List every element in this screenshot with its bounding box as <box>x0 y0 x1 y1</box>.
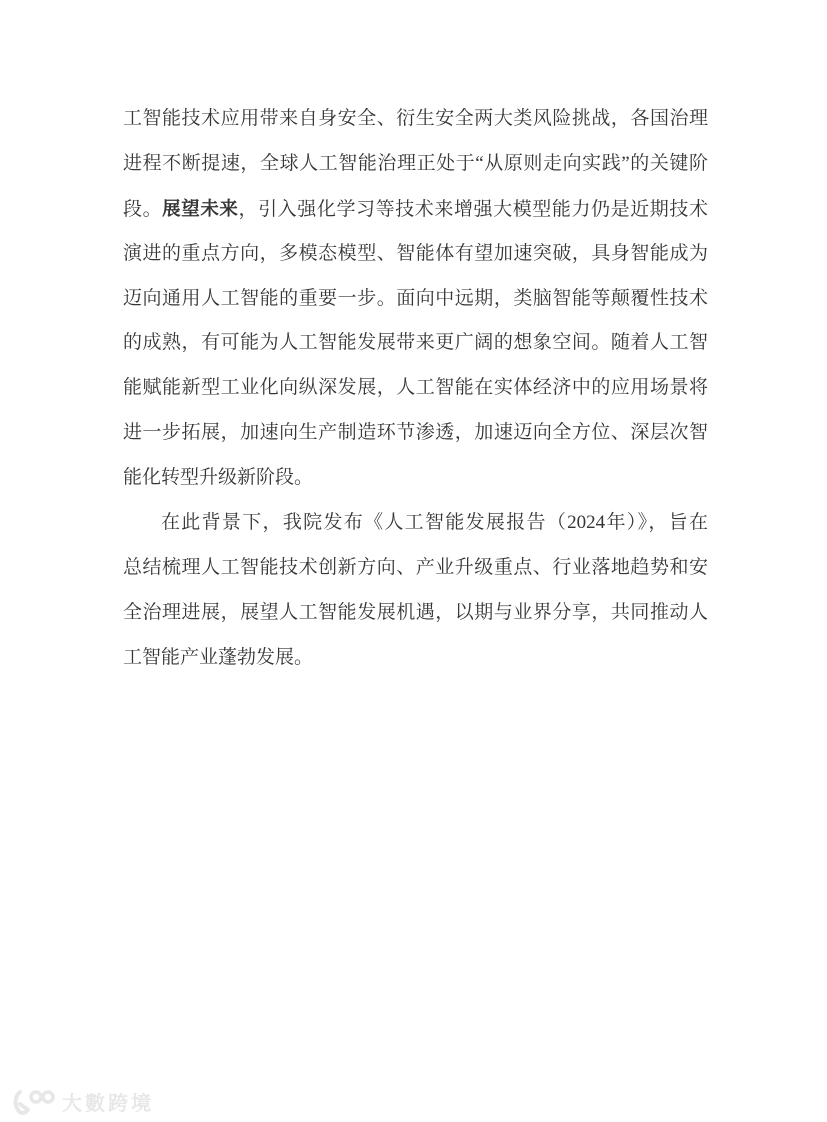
emphasis-text: 展望未来 <box>162 197 239 219</box>
text-line <box>123 501 708 546</box>
document-body <box>123 97 708 681</box>
body-text: 进程不断提速，全球人工智能治理正处于“从原则走向实践”的关键阶 <box>123 152 708 174</box>
text-line <box>123 232 708 277</box>
text-line <box>123 366 708 411</box>
body-text: 在此背景下，我院发布《人工智能发展报告（2024年）》，旨在 <box>161 512 708 534</box>
body-text: 演进的重点方向，多模态模型、智能体有望加速突破，具身智能成为 <box>123 242 708 264</box>
body-text: 总结梳理人工智能技术创新方向、产业升级重点、行业落地趋势和安 <box>123 556 708 578</box>
text-line <box>123 591 708 636</box>
body-text: 段。 <box>123 198 163 220</box>
watermark <box>10 1087 154 1116</box>
text-line <box>123 411 708 456</box>
body-text: 的成熟，有可能为人工智能发展带来更广阔的想象空间。随着人工智 <box>123 332 708 354</box>
body-text: ，引入强化学习等技术来增强大模型能力仍是近期技术 <box>238 198 708 220</box>
body-text: 进一步拓展，加速向生产制造环节渗透，加速迈向全方位、深层次智 <box>123 422 708 444</box>
text-line <box>123 636 708 681</box>
text-line <box>123 546 708 591</box>
text-line <box>123 142 708 187</box>
text-line <box>123 456 708 501</box>
text-line <box>123 277 708 322</box>
text-line <box>123 97 708 142</box>
body-text: 工智能产业蓬勃发展。 <box>123 646 314 668</box>
body-text: 能赋能新型工业化向纵深发展，人工智能在实体经济中的应用场景将 <box>123 377 708 399</box>
text-line <box>123 187 708 232</box>
watermark-text: 大數跨境 <box>62 1093 154 1115</box>
paragraph <box>123 97 708 501</box>
body-text: 全治理进展，展望人工智能发展机遇，以期与业界分享，共同推动人 <box>123 601 708 623</box>
body-text: 迈向通用人工智能的重要一步。面向中远期，类脑智能等颠覆性技术 <box>123 287 708 309</box>
paragraph <box>123 501 708 681</box>
body-text: 工智能技术应用带来自身安全、衍生安全两大类风险挑战，各国治理 <box>123 108 708 129</box>
watermark-logo-icon <box>10 1088 56 1116</box>
body-text: 能化转型升级新阶段。 <box>123 467 314 489</box>
text-line <box>123 321 708 366</box>
